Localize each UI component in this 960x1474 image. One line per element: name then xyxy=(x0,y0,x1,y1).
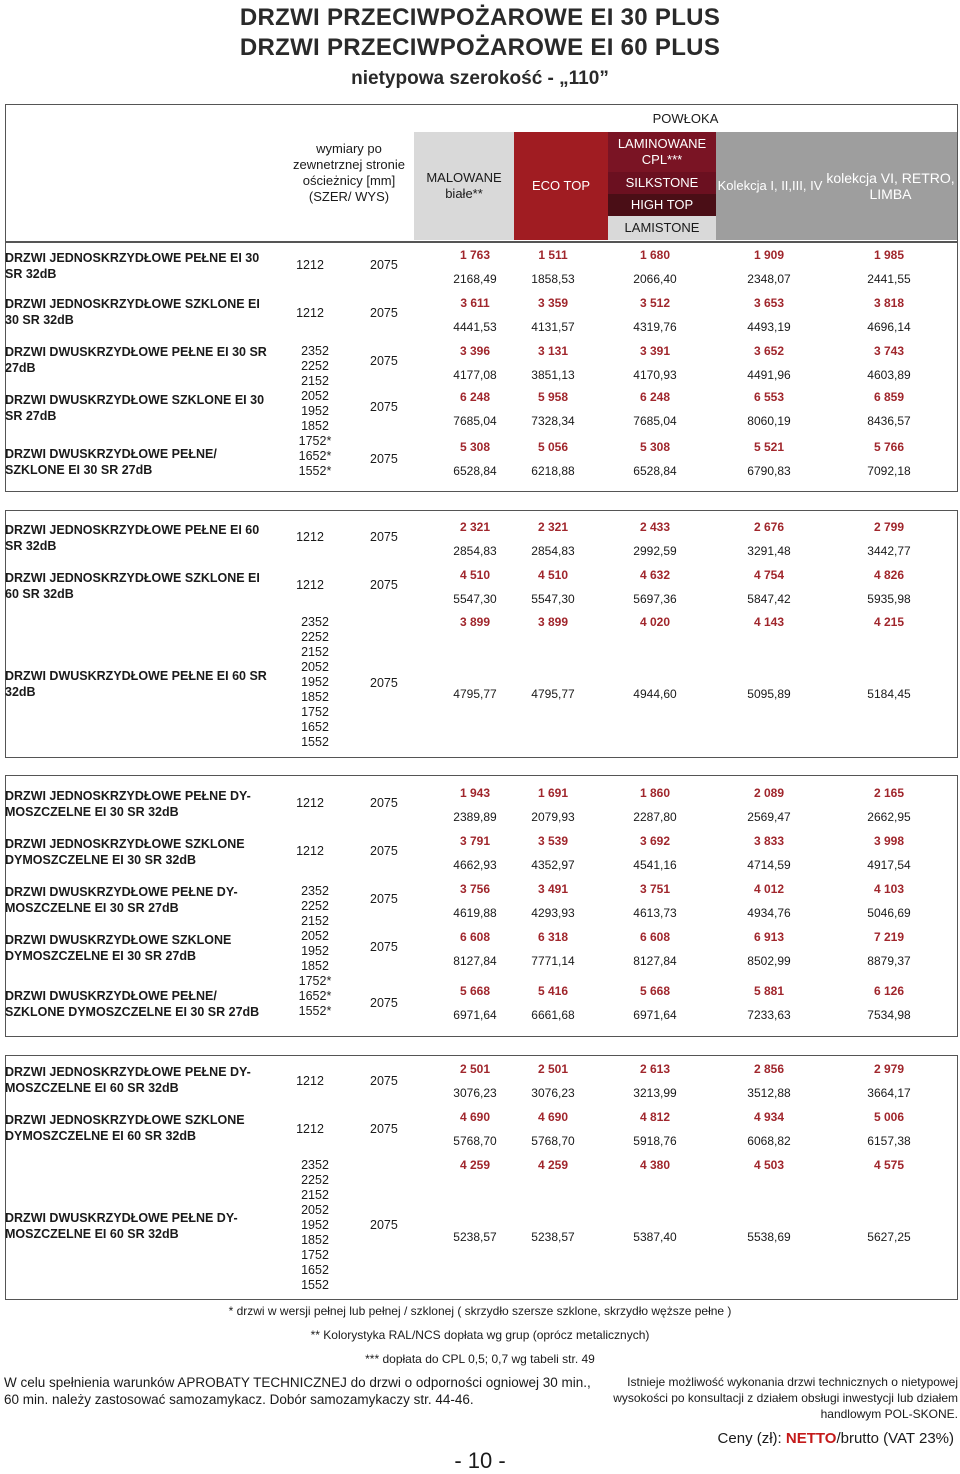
price-brutto: 2287,80 xyxy=(633,810,677,824)
price-netto: 5 958 xyxy=(537,390,569,404)
double-width-value: 2052 xyxy=(301,929,329,943)
height-value: 2075 xyxy=(370,578,398,592)
price-netto: 3 833 xyxy=(753,834,785,848)
height-value: 2075 xyxy=(370,1074,398,1088)
price-netto: 1 691 xyxy=(537,786,569,800)
price-netto: 4 020 xyxy=(639,615,671,629)
door-type-label: DRZWI DWUSKRZYDŁOWE PEŁNE EI 60 SR 32dB xyxy=(5,669,267,699)
price-netto: 4 503 xyxy=(753,1158,785,1172)
height-value: 2075 xyxy=(370,1218,398,1232)
price-netto: 6 553 xyxy=(753,390,785,404)
double-width-value: 1652* xyxy=(298,449,332,463)
price-netto: 3 539 xyxy=(537,834,569,848)
ecotop-header: ECO TOP xyxy=(514,132,608,240)
price-brutto: 4613,73 xyxy=(633,906,677,920)
double-width-value: 2252 xyxy=(301,630,329,644)
price-netto: 2 089 xyxy=(753,786,785,800)
height-value: 2075 xyxy=(370,996,398,1010)
price-netto: 4 143 xyxy=(753,615,785,629)
door-type-label: DRZWI JEDNOSKRZYDŁOWE PEŁNE DY- MOSZCZELNE EI 30 SR 32dB xyxy=(5,789,251,819)
door-type-label: DRZWI DWUSKRZYDŁOWE PEŁNE DY- MOSZCZELNE EI 60 SR 32dB xyxy=(5,1211,238,1241)
price-brutto: 4795,77 xyxy=(531,687,575,701)
door-type-label: DRZWI DWUSKRZYDŁOWE SZKLONE DYMOSZCZELNE EI 30 SR 27dB xyxy=(5,933,232,963)
price-brutto: 5918,76 xyxy=(633,1134,677,1148)
price-brutto: 5768,70 xyxy=(531,1134,575,1148)
price-netto: 6 913 xyxy=(753,930,785,944)
width-value: 1212 xyxy=(296,796,324,810)
price-netto: 3 692 xyxy=(639,834,671,848)
price-brutto: 2992,59 xyxy=(633,544,677,558)
price-brutto: 4917,54 xyxy=(867,858,911,872)
double-width-value: 2352 xyxy=(301,884,329,898)
double-width-value: 2152 xyxy=(301,645,329,659)
price-brutto: 4795,77 xyxy=(453,687,497,701)
price-netto: 2 321 xyxy=(459,520,491,534)
price-netto: 3 743 xyxy=(873,344,905,358)
price-netto: 7 219 xyxy=(873,930,905,944)
price-brutto: 6218,88 xyxy=(531,464,575,478)
double-width-value: 1852 xyxy=(301,1233,329,1247)
height-value: 2075 xyxy=(370,1122,398,1136)
door-type-label: DRZWI DWUSKRZYDŁOWE PEŁNE EI 30 SR 27dB xyxy=(5,345,267,375)
price-brutto: 6528,84 xyxy=(633,464,677,478)
note-2: ** Kolorystyka RAL/NCS dopłata wg grup (oprócz metalicznych) xyxy=(310,1328,650,1342)
price-brutto: 7534,98 xyxy=(867,1008,911,1022)
price-netto: 3 818 xyxy=(873,296,905,310)
price-brutto: 5095,89 xyxy=(747,687,791,701)
price-legend: Ceny (zł): NETTO/brutto (VAT 23%) xyxy=(717,1430,954,1447)
page-subtitle: nietypowa szerokość - „110” xyxy=(351,68,609,89)
price-netto: 5 056 xyxy=(537,440,569,454)
kolekcja-header: Kolekcja I, II,III, IV xyxy=(716,132,824,240)
double-width-value: 2152 xyxy=(301,374,329,388)
price-brutto: 4293,93 xyxy=(531,906,575,920)
height-value: 2075 xyxy=(370,354,398,368)
price-netto: 4 690 xyxy=(537,1110,569,1124)
price-netto: 2 979 xyxy=(873,1062,905,1076)
door-type-label: DRZWI JEDNOSKRZYDŁOWE SZKLONE DYMOSZCZELNE EI 60 SR 32dB xyxy=(5,1113,245,1143)
double-width-value: 2352 xyxy=(301,615,329,629)
price-brutto: 7685,04 xyxy=(453,414,497,428)
footer-left-note: W celu spełnienia warunków APROBATY TECHNICZNEJ do drzwi o odporności ogniowej 30 min., 60 min. należy zastosować samozamykacz. Dobór samozamykaczy str. 44-46. xyxy=(4,1375,591,1407)
silkstone-header: SILKSTONE xyxy=(608,172,716,194)
price-netto: 6 126 xyxy=(873,984,905,998)
height-value: 2075 xyxy=(370,400,398,414)
price-brutto: 6971,64 xyxy=(453,1008,497,1022)
price-brutto: 4319,76 xyxy=(633,320,677,334)
height-value: 2075 xyxy=(370,676,398,690)
price-brutto: 3664,17 xyxy=(867,1086,911,1100)
price-netto: 3 653 xyxy=(753,296,785,310)
price-netto: 1 680 xyxy=(639,248,671,262)
price-netto: 1 943 xyxy=(459,786,491,800)
price-netto: 4 103 xyxy=(873,882,905,896)
price-netto: 6 859 xyxy=(873,390,905,404)
price-netto: 1 763 xyxy=(459,248,491,262)
price-brutto: 2168,49 xyxy=(453,272,497,286)
price-brutto: 4441,53 xyxy=(453,320,497,334)
price-brutto: 5547,30 xyxy=(531,592,575,606)
price-netto: 2 799 xyxy=(873,520,905,534)
price-brutto: 3291,48 xyxy=(747,544,791,558)
price-brutto: 4493,19 xyxy=(747,320,791,334)
price-brutto: 6790,83 xyxy=(747,464,791,478)
price-brutto: 6661,68 xyxy=(531,1008,575,1022)
price-netto: 5 668 xyxy=(459,984,491,998)
price-brutto: 4177,08 xyxy=(453,368,497,382)
double-width-value: 2052 xyxy=(301,660,329,674)
price-netto: 2 613 xyxy=(639,1062,671,1076)
price-brutto: 5046,69 xyxy=(867,906,911,920)
price-brutto: 7771,14 xyxy=(531,954,575,968)
price-brutto: 4944,60 xyxy=(633,687,677,701)
price-netto: 3 611 xyxy=(460,296,490,310)
price-brutto: 7328,34 xyxy=(531,414,575,428)
price-brutto: 2569,47 xyxy=(747,810,791,824)
height-value: 2075 xyxy=(370,892,398,906)
door-type-label: DRZWI DWUSKRZYDŁOWE SZKLONE EI 30 SR 27dB xyxy=(5,393,265,423)
price-netto: 2 501 xyxy=(537,1062,569,1076)
price-netto: 4 259 xyxy=(537,1158,569,1172)
price-brutto: 3851,13 xyxy=(531,368,575,382)
price-brutto: 6528,84 xyxy=(453,464,497,478)
price-netto: 6 608 xyxy=(639,930,671,944)
page-number: - 10 - xyxy=(454,1448,506,1473)
double-width-value: 1952 xyxy=(301,944,329,958)
price-netto: 2 165 xyxy=(873,786,905,800)
price-brutto: 3442,77 xyxy=(867,544,911,558)
price-brutto: 6157,38 xyxy=(867,1134,911,1148)
price-brutto: 5184,45 xyxy=(867,687,911,701)
price-brutto: 8436,57 xyxy=(867,414,911,428)
price-brutto: 1858,53 xyxy=(531,272,575,286)
door-type-label: DRZWI JEDNOSKRZYDŁOWE SZKLONE DYMOSZCZELNE EI 30 SR 32dB xyxy=(5,837,245,867)
price-netto: 3 359 xyxy=(537,296,569,310)
door-type-label: DRZWI JEDNOSKRZYDŁOWE SZKLONE EI 30 SR 32dB xyxy=(5,297,260,327)
width-value: 1212 xyxy=(296,258,324,272)
height-value: 2075 xyxy=(370,796,398,810)
double-width-value: 1752* xyxy=(298,434,332,448)
kolekcja-vi-header: kolekcja VI, RETRO, LIMBA xyxy=(824,132,957,240)
price-netto: 1 860 xyxy=(639,786,671,800)
door-type-label: DRZWI DWUSKRZYDŁOWE PEŁNE DY- MOSZCZELNE EI 30 SR 27dB xyxy=(5,885,238,915)
price-brutto: 4603,89 xyxy=(867,368,911,382)
dims-header: wymiary po zewnetrznej stronie ościeżnicy [mm] (SZER/ WYS) xyxy=(293,141,405,204)
price-netto: 5 766 xyxy=(873,440,905,454)
price-netto: 3 491 xyxy=(537,882,569,896)
price-netto: 3 391 xyxy=(639,344,671,358)
price-brutto: 4541,16 xyxy=(633,858,677,872)
price-brutto: 2854,83 xyxy=(453,544,497,558)
double-width-value: 2052 xyxy=(301,389,329,403)
door-type-label: DRZWI JEDNOSKRZYDŁOWE SZKLONE EI 60 SR 32dB xyxy=(5,571,260,601)
price-netto: 4 812 xyxy=(639,1110,671,1124)
page-title-ei30: DRZWI PRZECIWPOŻAROWE EI 30 PLUS xyxy=(239,4,721,31)
height-value: 2075 xyxy=(370,940,398,954)
price-netto: 4 259 xyxy=(459,1158,491,1172)
door-type-label: DRZWI JEDNOSKRZYDŁOWE PEŁNE EI 60 SR 32dB xyxy=(5,523,260,553)
price-netto: 4 380 xyxy=(639,1158,671,1172)
double-width-value: 1552 xyxy=(301,735,329,749)
price-netto: 3 396 xyxy=(459,344,491,358)
price-netto: 1 511 xyxy=(538,248,568,262)
price-netto: 4 934 xyxy=(753,1110,785,1124)
malowane-header: MALOWANE białe** xyxy=(414,132,514,240)
price-brutto: 5847,42 xyxy=(747,592,791,606)
price-netto: 5 308 xyxy=(639,440,671,454)
price-netto: 3 899 xyxy=(537,615,569,629)
price-brutto: 3076,23 xyxy=(453,1086,497,1100)
price-brutto: 5697,36 xyxy=(633,592,677,606)
price-netto: 4 632 xyxy=(639,568,671,582)
price-netto: 2 856 xyxy=(753,1062,785,1076)
price-netto: 3 652 xyxy=(753,344,785,358)
price-netto: 5 006 xyxy=(873,1110,905,1124)
price-netto: 5 521 xyxy=(753,440,785,454)
table-header xyxy=(5,104,958,242)
price-brutto: 8127,84 xyxy=(453,954,497,968)
price-brutto: 5238,57 xyxy=(453,1230,497,1244)
price-brutto: 4352,97 xyxy=(531,858,575,872)
price-brutto: 4131,57 xyxy=(531,320,575,334)
price-brutto: 8879,37 xyxy=(867,954,911,968)
price-brutto: 4696,14 xyxy=(867,320,911,334)
double-width-value: 1552* xyxy=(298,464,332,478)
price-brutto: 7233,63 xyxy=(747,1008,791,1022)
powloka-header: POWŁOKA xyxy=(652,110,719,126)
double-width-value: 1952 xyxy=(301,675,329,689)
price-brutto: 4934,76 xyxy=(747,906,791,920)
double-width-value: 1752 xyxy=(301,1248,329,1262)
double-width-value: 2252 xyxy=(301,899,329,913)
price-netto: 3 756 xyxy=(459,882,491,896)
price-brutto: 8127,84 xyxy=(633,954,677,968)
price-netto: 3 512 xyxy=(639,296,671,310)
price-netto: 4 012 xyxy=(753,882,785,896)
price-netto: 6 608 xyxy=(459,930,491,944)
price-brutto: 4619,88 xyxy=(453,906,497,920)
note-3: *** dopłata do CPL 0,5; 0,7 wg tabeli str. 49 xyxy=(365,1352,595,1366)
price-netto: 3 791 xyxy=(459,834,491,848)
price-netto: 4 690 xyxy=(459,1110,491,1124)
price-netto: 3 998 xyxy=(873,834,905,848)
double-width-value: 2052 xyxy=(301,1203,329,1217)
price-brutto: 5935,98 xyxy=(867,592,911,606)
height-value: 2075 xyxy=(370,306,398,320)
door-type-label: DRZWI JEDNOSKRZYDŁOWE PEŁNE DY- MOSZCZELNE EI 60 SR 32dB xyxy=(5,1065,251,1095)
double-width-value: 2352 xyxy=(301,1158,329,1172)
double-width-value: 1752* xyxy=(298,974,332,988)
price-brutto: 2854,83 xyxy=(531,544,575,558)
price-brutto: 5238,57 xyxy=(531,1230,575,1244)
price-netto: 3 751 xyxy=(639,882,671,896)
double-width-value: 1652 xyxy=(301,1263,329,1277)
price-netto: 4 826 xyxy=(873,568,905,582)
price-brutto: 2389,89 xyxy=(453,810,497,824)
price-brutto: 5387,40 xyxy=(633,1230,677,1244)
door-type-label: DRZWI JEDNOSKRZYDŁOWE PEŁNE EI 30 SR 32dB xyxy=(5,251,260,281)
width-value: 1212 xyxy=(296,1074,324,1088)
width-value: 1212 xyxy=(296,306,324,320)
price-netto: 4 510 xyxy=(537,568,569,582)
height-value: 2075 xyxy=(370,258,398,272)
price-brutto: 2662,95 xyxy=(867,810,911,824)
double-width-value: 1552* xyxy=(298,1004,332,1018)
price-netto: 1 909 xyxy=(753,248,785,262)
price-netto: 5 668 xyxy=(639,984,671,998)
price-brutto: 5547,30 xyxy=(453,592,497,606)
price-netto: 4 575 xyxy=(873,1158,905,1172)
door-type-label: DRZWI DWUSKRZYDŁOWE PEŁNE/ SZKLONE EI 30 SR 27dB xyxy=(5,447,217,477)
price-netto: 5 308 xyxy=(459,440,491,454)
price-netto: 6 248 xyxy=(639,390,671,404)
price-netto: 5 881 xyxy=(753,984,785,998)
footer-right-note: Istnieje możliwość wykonania drzwi technicznych o nietypowej wysokości po konsultacji z działem obsługi inwestycji lub działem handlowym POL-SKONE. xyxy=(613,1375,958,1421)
price-brutto: 5627,25 xyxy=(867,1230,911,1244)
double-width-value: 1852 xyxy=(301,690,329,704)
height-value: 2075 xyxy=(370,452,398,466)
note-1: * drzwi w wersji pełnej lub pełnej / szklonej ( skrzydło szersze szklone, skrzydło węższe pełne ) xyxy=(228,1304,732,1318)
price-netto: 5 416 xyxy=(537,984,569,998)
price-brutto: 2441,55 xyxy=(867,272,911,286)
double-width-value: 2152 xyxy=(301,914,329,928)
width-value: 1212 xyxy=(296,578,324,592)
price-brutto: 4714,59 xyxy=(747,858,791,872)
price-brutto: 3512,88 xyxy=(747,1086,791,1100)
price-netto: 3 131 xyxy=(537,344,569,358)
price-netto: 2 433 xyxy=(639,520,671,534)
double-width-value: 2352 xyxy=(301,344,329,358)
page-title-ei60: DRZWI PRZECIWPOŻAROWE EI 60 PLUS xyxy=(239,34,721,61)
price-netto: 4 215 xyxy=(873,615,905,629)
price-brutto: 3076,23 xyxy=(531,1086,575,1100)
hightop-header: HIGH TOP xyxy=(608,194,716,216)
price-brutto: 8060,19 xyxy=(747,414,791,428)
price-brutto: 4170,93 xyxy=(633,368,677,382)
width-value: 1212 xyxy=(296,530,324,544)
double-width-value: 1652* xyxy=(298,989,332,1003)
double-width-value: 1752 xyxy=(301,705,329,719)
double-width-value: 2252 xyxy=(301,359,329,373)
price-netto: 2 676 xyxy=(753,520,785,534)
double-width-value: 2152 xyxy=(301,1188,329,1202)
double-width-value: 1952 xyxy=(301,1218,329,1232)
price-netto: 1 985 xyxy=(873,248,905,262)
width-value: 1212 xyxy=(296,844,324,858)
price-netto: 2 321 xyxy=(537,520,569,534)
height-value: 2075 xyxy=(370,844,398,858)
price-brutto: 3213,99 xyxy=(633,1086,677,1100)
double-width-value: 1952 xyxy=(301,404,329,418)
price-netto: 2 501 xyxy=(459,1062,491,1076)
price-netto: 4 510 xyxy=(459,568,491,582)
height-value: 2075 xyxy=(370,530,398,544)
double-width-value: 1652 xyxy=(301,720,329,734)
price-brutto: 6068,82 xyxy=(747,1134,791,1148)
price-brutto: 2348,07 xyxy=(747,272,791,286)
price-brutto: 5538,69 xyxy=(747,1230,791,1244)
double-width-value: 1852 xyxy=(301,959,329,973)
price-brutto: 4491,96 xyxy=(747,368,791,382)
price-netto: 4 754 xyxy=(753,568,785,582)
width-value: 1212 xyxy=(296,1122,324,1136)
price-brutto: 2066,40 xyxy=(633,272,677,286)
door-type-label: DRZWI DWUSKRZYDŁOWE PEŁNE/ SZKLONE DYMOSZCZELNE EI 30 SR 27dB xyxy=(5,989,260,1019)
price-brutto: 2079,93 xyxy=(531,810,575,824)
price-brutto: 7685,04 xyxy=(633,414,677,428)
price-brutto: 6971,64 xyxy=(633,1008,677,1022)
double-width-value: 1852 xyxy=(301,419,329,433)
double-width-value: 1552 xyxy=(301,1278,329,1292)
laminowane-header: LAMINOWANE CPL*** xyxy=(608,132,716,172)
price-brutto: 4662,93 xyxy=(453,858,497,872)
price-netto: 6 318 xyxy=(537,930,569,944)
price-brutto: 5768,70 xyxy=(453,1134,497,1148)
price-brutto: 7092,18 xyxy=(867,464,911,478)
double-width-value: 2252 xyxy=(301,1173,329,1187)
price-netto: 3 899 xyxy=(459,615,491,629)
price-netto: 6 248 xyxy=(459,390,491,404)
price-brutto: 8502,99 xyxy=(747,954,791,968)
lamistone-header: LAMISTONE xyxy=(608,216,716,240)
